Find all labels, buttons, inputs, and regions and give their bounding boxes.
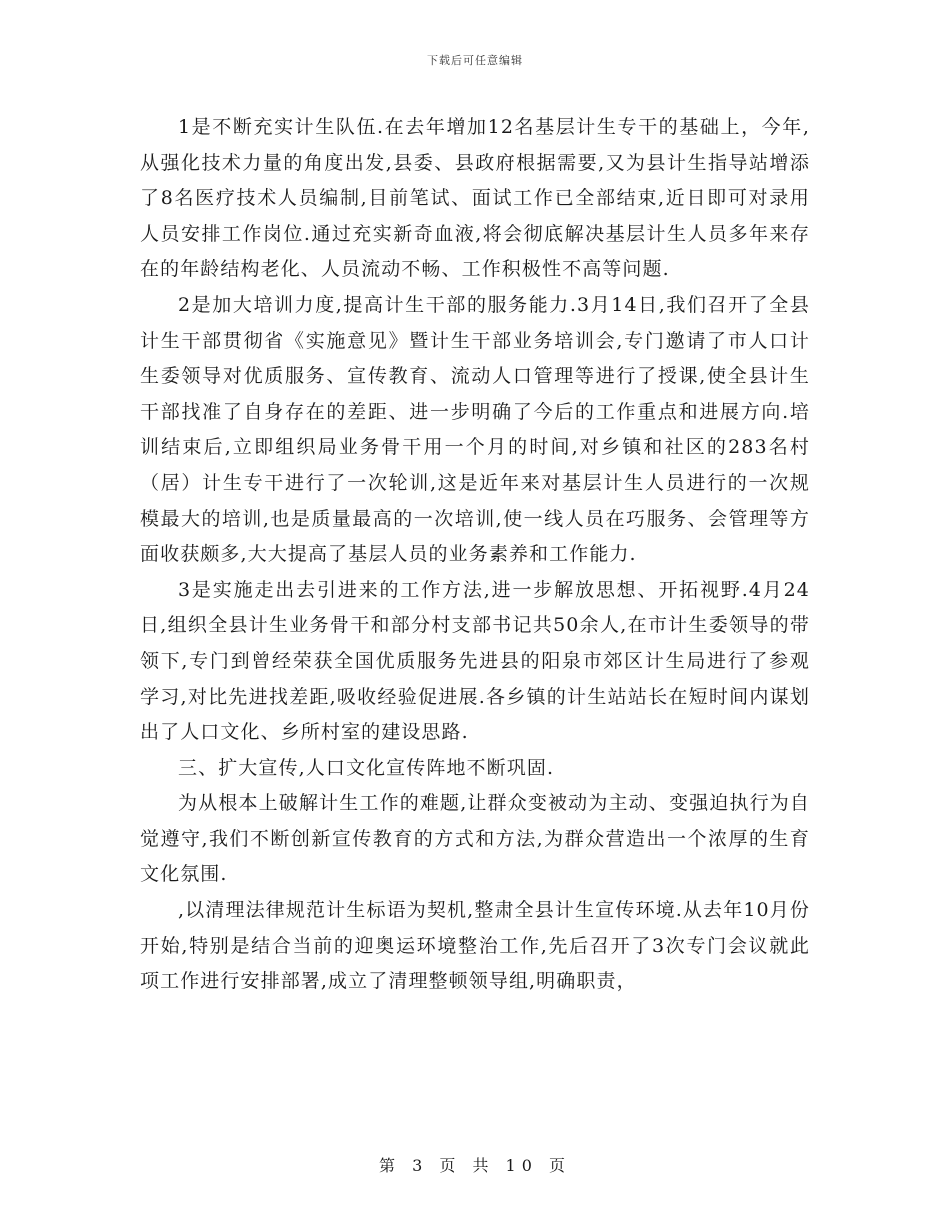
- document-body: [140, 110, 810, 1000]
- paragraph: 2是加大培训力度,提高计生干部的服务能力.3月14日,我们召开了全县计生干部贯彻省《实施意见》暨计生干部业务培训会,专门邀请了市人口计生委领导对优质服务、宣传教育、流动人口管理等进行了授课,使全县计生干部找准了自身存在的差距、进一步明确了今后的工作重点和进展方向.培训结束后,立即组织局业务骨干用一个月的时间,对乡镇和社区的283名村（居）计生专干进行了一次轮训,这是近年来对基层计生人员进行的一次规模最大的培训,也是质量最高的一次培训,使一线人员在巧服务、会管理等方面收获颇多,大大提高了基层人员的业务素养和工作能力.: [140, 293, 810, 566]
- paragraph: ,以清理法律规范计生标语为契机,整肃全县计生宣传环境.从去年10月份开始,特别是结合当前的迎奥运环境整治工作,先后召开了3次专门会议就此项工作进行安排部署,成立了清理整顿领导组,明确职责，: [140, 899, 810, 993]
- section-heading: 三、扩大宣传,人口文化宣传阵地不断巩固.: [178, 756, 555, 779]
- paragraph: 1是不断充实计生队伍.在去年增加12名基层计生专干的基础上，今年,从强化技术力量的角度出发,县委、县政府根据需要,又为县计生指导站增添了8名医疗技术人员编制,目前笔试、面试工作已全部结束,近日即可对录用人员安排工作岗位.通过充实新奇血液,将会彻底解决基层计生人员多年来存在的年龄结构老化、人员流动不畅、工作积极性不高等问题.: [140, 116, 810, 281]
- paragraph: 3是实施走出去引进来的工作方法,进一步解放思想、开拓视野.4月24日,组织全县计生业务骨干和部分村支部书记共50余人,在市计生委领导的带领下,专门到曾经荣获全国优质服务先进县的阳泉市郊区计生局进行了参观学习,对比先进找差距,吸收经验促进展.各乡镇的计生站站长在短时间内谋划出了人口文化、乡所村室的建设思路.: [140, 578, 810, 744]
- page-header: 下载后可任意编辑: [427, 54, 523, 67]
- paragraph: 为从根本上破解计生工作的难题,让群众变被动为主动、变强迫执行为自觉遵守,我们不断创新宣传教育的方式和方法,为群众营造出一个浓厚的生育文化氛围.: [140, 792, 810, 886]
- page-number: 第 3 页 共 10 页: [379, 1156, 571, 1175]
